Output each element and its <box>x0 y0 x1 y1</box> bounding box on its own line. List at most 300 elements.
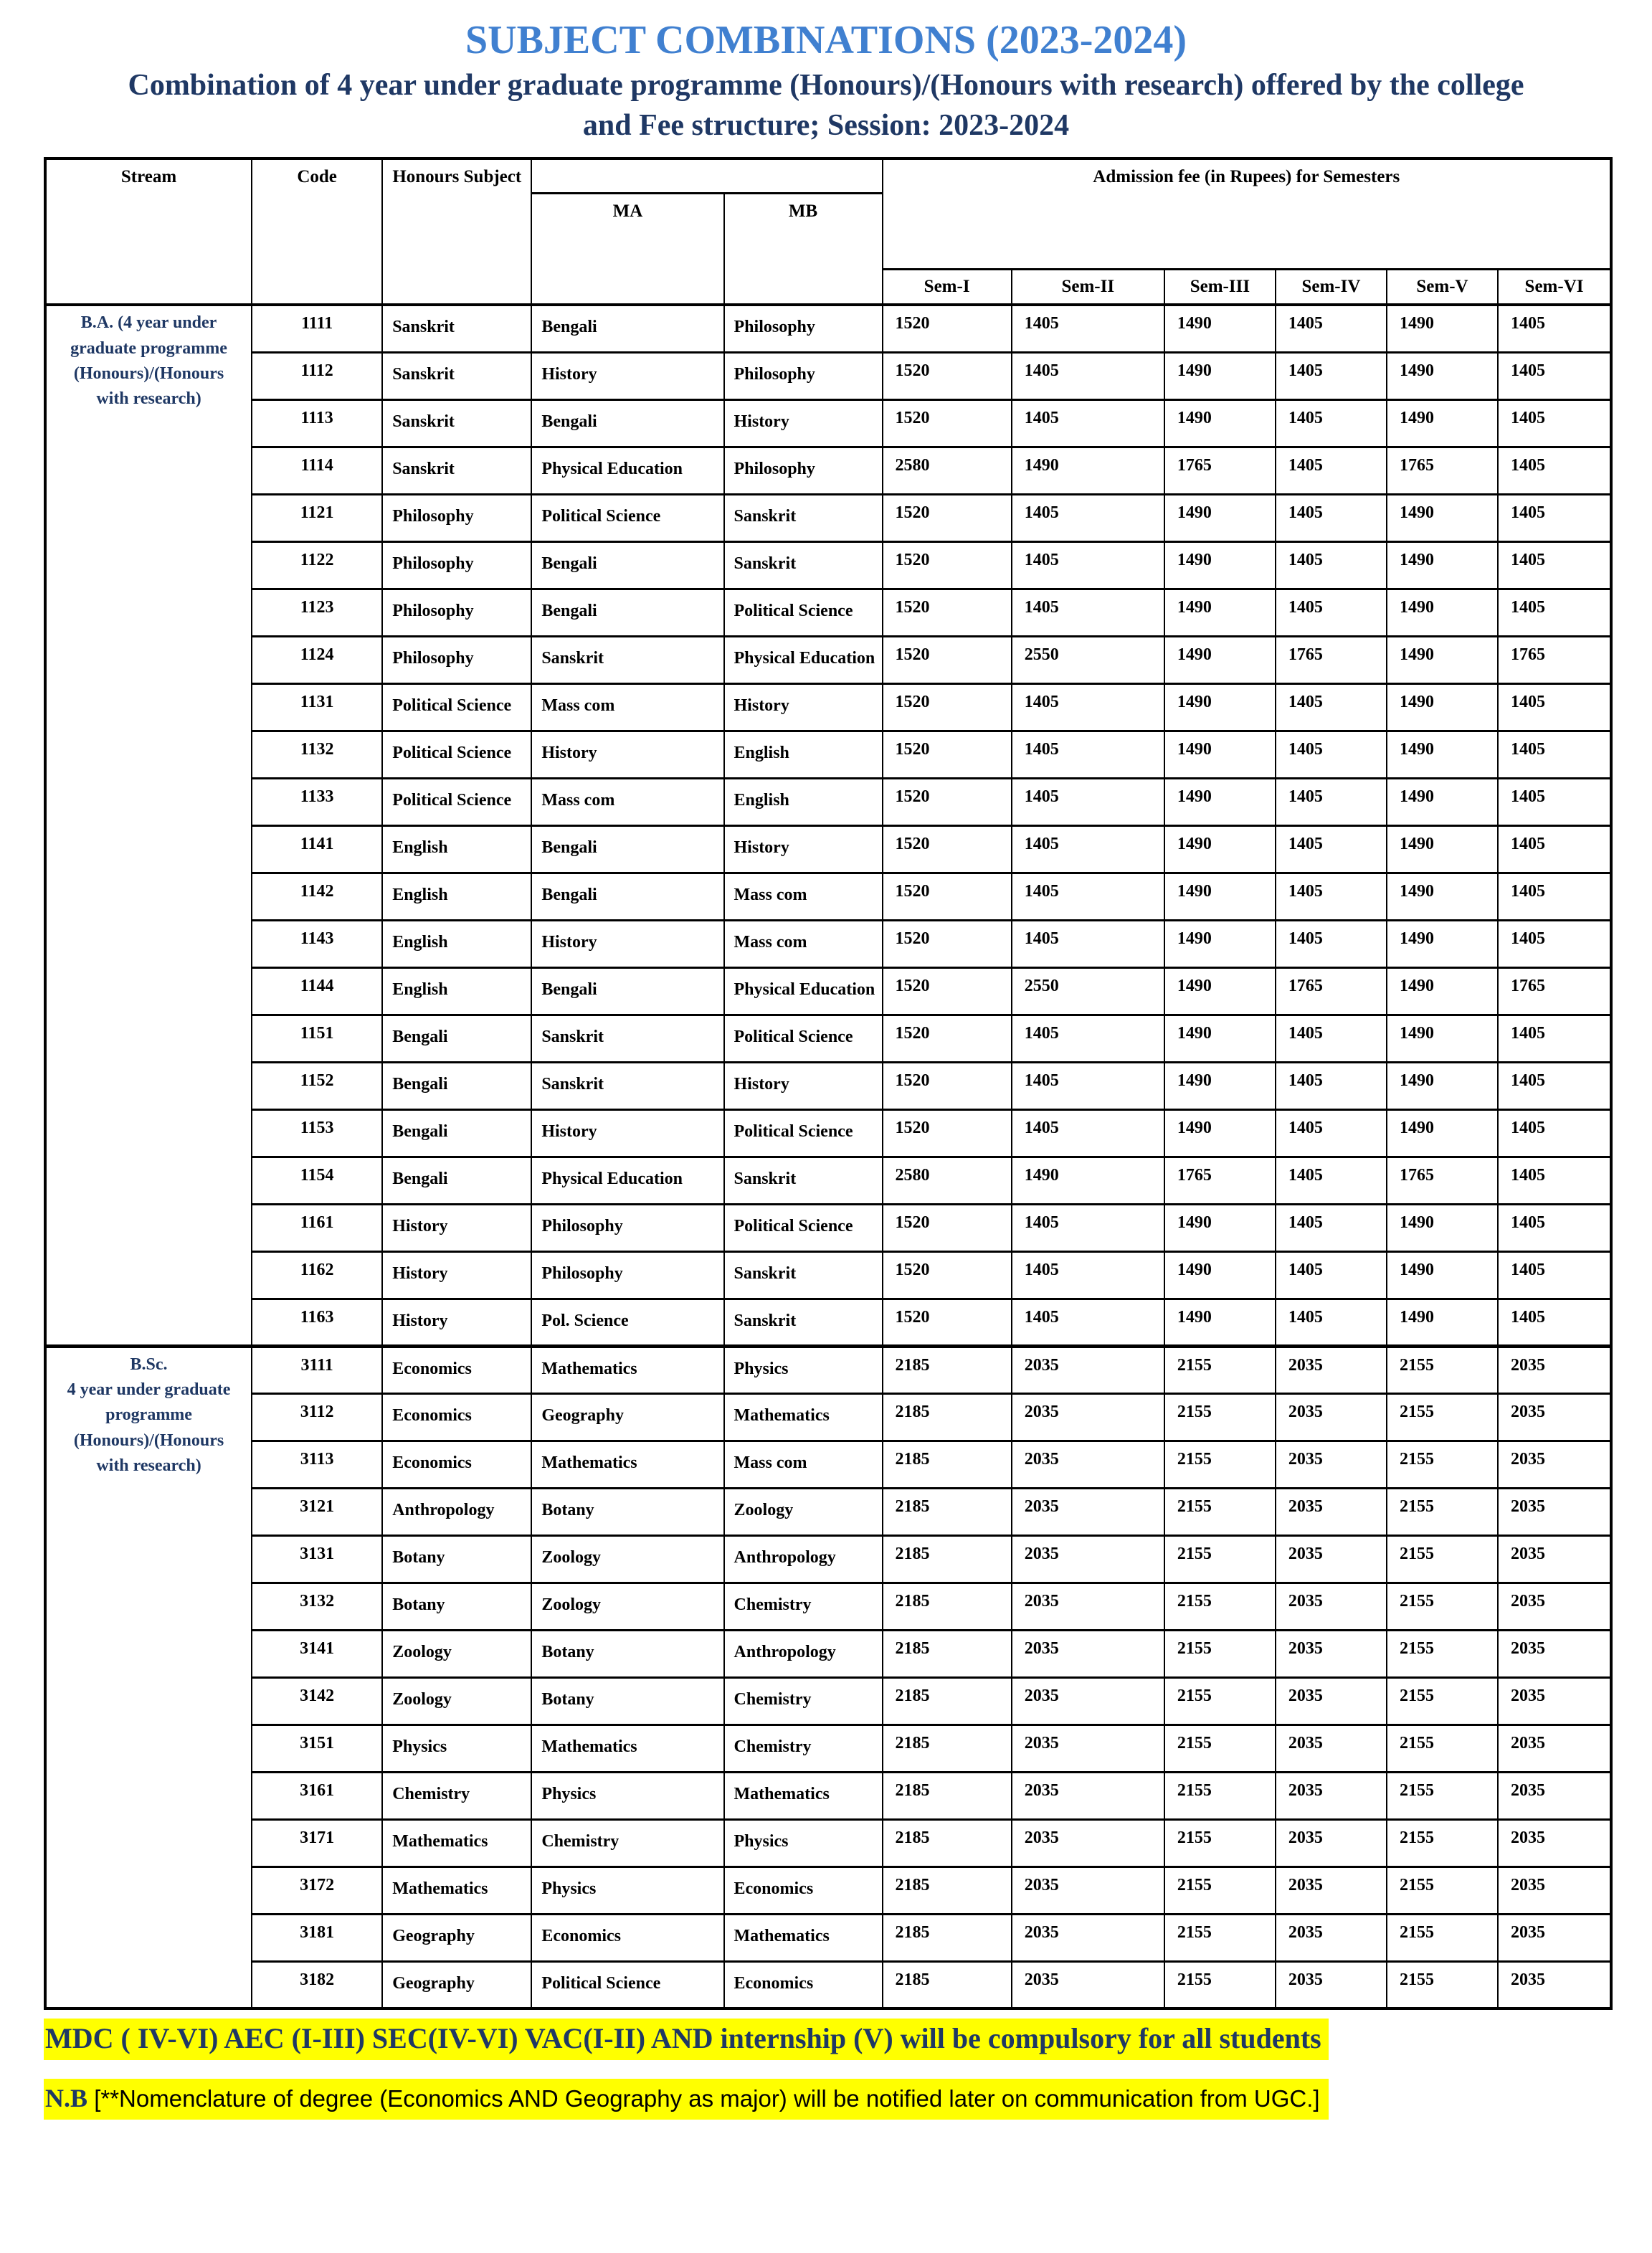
cell-honours-subject: Political Science <box>382 731 531 778</box>
stream-cell <box>45 1346 252 2008</box>
cell-fee-sem3: 1490 <box>1164 1015 1276 1062</box>
cell-fee-sem1: 1520 <box>883 920 1012 967</box>
cell-fee-sem2: 2550 <box>1012 967 1164 1015</box>
cell-fee-sem5: 1490 <box>1387 305 1498 352</box>
cell-fee-sem3: 2155 <box>1164 1772 1276 1819</box>
cell-mb-subject: Political Science <box>724 589 883 636</box>
cell-mb-subject: Mass com <box>724 873 883 920</box>
cell-ma-subject: Bengali <box>531 399 723 447</box>
cell-ma-subject: Botany <box>531 1677 723 1725</box>
cell-fee-sem5: 2155 <box>1387 1441 1498 1488</box>
cell-fee-sem3: 1490 <box>1164 1251 1276 1299</box>
cell-honours-subject: Bengali <box>382 1062 531 1109</box>
cell-code: 1112 <box>252 352 382 399</box>
cell-fee-sem4: 1405 <box>1276 399 1387 447</box>
table-row <box>45 1630 1611 1677</box>
table-row <box>45 731 1611 778</box>
cell-code: 3172 <box>252 1867 382 1914</box>
cell-honours-subject: History <box>382 1251 531 1299</box>
cell-fee-sem6: 2035 <box>1498 1393 1611 1441</box>
cell-fee-sem4: 2035 <box>1276 1867 1387 1914</box>
cell-fee-sem6: 2035 <box>1498 1583 1611 1630</box>
cell-honours-subject: English <box>382 825 531 873</box>
col-header-mb: MB <box>724 193 883 305</box>
cell-code: 3141 <box>252 1630 382 1677</box>
cell-fee-sem2: 1405 <box>1012 1015 1164 1062</box>
cell-fee-sem2: 2035 <box>1012 1677 1164 1725</box>
cell-fee-sem5: 1490 <box>1387 920 1498 967</box>
cell-fee-sem3: 2155 <box>1164 1961 1276 2008</box>
table-row <box>45 683 1611 731</box>
table-row <box>45 778 1611 825</box>
cell-code: 1141 <box>252 825 382 873</box>
cell-fee-sem6: 2035 <box>1498 1630 1611 1677</box>
cell-fee-sem2: 1405 <box>1012 873 1164 920</box>
cell-fee-sem4: 1405 <box>1276 683 1387 731</box>
note-nb-highlight <box>44 2079 1329 2120</box>
cell-fee-sem3: 1490 <box>1164 1299 1276 1346</box>
cell-fee-sem1: 1520 <box>883 1109 1012 1157</box>
cell-code: 3182 <box>252 1961 382 2008</box>
cell-fee-sem6: 1405 <box>1498 589 1611 636</box>
table-row <box>45 1914 1611 1961</box>
col-header-honours-subject: Honours Subject <box>382 158 531 305</box>
table-row <box>45 825 1611 873</box>
cell-fee-sem6: 1405 <box>1498 825 1611 873</box>
cell-fee-sem3: 2155 <box>1164 1630 1276 1677</box>
cell-fee-sem6: 1405 <box>1498 399 1611 447</box>
table-row <box>45 636 1611 683</box>
cell-fee-sem5: 1490 <box>1387 399 1498 447</box>
cell-code: 3132 <box>252 1583 382 1630</box>
table-row <box>45 1157 1611 1204</box>
table-row <box>45 352 1611 399</box>
cell-ma-subject: Bengali <box>531 825 723 873</box>
cell-honours-subject: Sanskrit <box>382 352 531 399</box>
cell-fee-sem5: 1490 <box>1387 636 1498 683</box>
cell-honours-subject: Bengali <box>382 1015 531 1062</box>
cell-fee-sem2: 1405 <box>1012 1299 1164 1346</box>
cell-fee-sem4: 1405 <box>1276 352 1387 399</box>
cell-fee-sem2: 2035 <box>1012 1867 1164 1914</box>
cell-fee-sem2: 2035 <box>1012 1535 1164 1583</box>
cell-fee-sem3: 1765 <box>1164 447 1276 494</box>
cell-fee-sem1: 1520 <box>883 494 1012 541</box>
page-title: SUBJECT COMBINATIONS (2023-2024) <box>465 18 1187 62</box>
cell-fee-sem5: 1490 <box>1387 967 1498 1015</box>
cell-fee-sem5: 1490 <box>1387 683 1498 731</box>
cell-code: 1113 <box>252 399 382 447</box>
cell-fee-sem3: 2155 <box>1164 1535 1276 1583</box>
cell-fee-sem3: 1490 <box>1164 636 1276 683</box>
cell-honours-subject: Sanskrit <box>382 305 531 352</box>
cell-mb-subject: Philosophy <box>724 352 883 399</box>
cell-fee-sem6: 1405 <box>1498 541 1611 589</box>
cell-fee-sem2: 1405 <box>1012 399 1164 447</box>
cell-fee-sem4: 1405 <box>1276 589 1387 636</box>
cell-fee-sem4: 1405 <box>1276 305 1387 352</box>
cell-fee-sem5: 1490 <box>1387 825 1498 873</box>
cell-fee-sem3: 1490 <box>1164 778 1276 825</box>
cell-honours-subject: English <box>382 873 531 920</box>
cell-fee-sem5: 2155 <box>1387 1867 1498 1914</box>
stream-cell: B.A. (4 year under graduate programme (Honours)/(Honours with research) <box>45 305 252 1346</box>
cell-ma-subject: Sanskrit <box>531 1015 723 1062</box>
table-row <box>45 589 1611 636</box>
cell-honours-subject: Mathematics <box>382 1819 531 1867</box>
cell-fee-sem5: 1765 <box>1387 1157 1498 1204</box>
cell-fee-sem4: 1405 <box>1276 1062 1387 1109</box>
cell-honours-subject: Geography <box>382 1961 531 2008</box>
cell-mb-subject: Philosophy <box>724 305 883 352</box>
cell-fee-sem2: 2035 <box>1012 1725 1164 1772</box>
cell-code: 3151 <box>252 1725 382 1772</box>
cell-ma-subject: Sanskrit <box>531 636 723 683</box>
stream-label-line1: B.Sc. <box>130 1355 168 1374</box>
cell-mb-subject: History <box>724 1062 883 1109</box>
cell-honours-subject: Sanskrit <box>382 399 531 447</box>
cell-fee-sem1: 2580 <box>883 1157 1012 1204</box>
cell-honours-subject: English <box>382 920 531 967</box>
cell-fee-sem2: 1405 <box>1012 1062 1164 1109</box>
cell-fee-sem1: 1520 <box>883 589 1012 636</box>
cell-fee-sem5: 2155 <box>1387 1772 1498 1819</box>
cell-mb-subject: English <box>724 778 883 825</box>
cell-fee-sem2: 2035 <box>1012 1630 1164 1677</box>
cell-fee-sem6: 1405 <box>1498 873 1611 920</box>
cell-fee-sem1: 2580 <box>883 447 1012 494</box>
cell-fee-sem3: 2155 <box>1164 1441 1276 1488</box>
cell-fee-sem6: 1405 <box>1498 1015 1611 1062</box>
cell-fee-sem4: 1765 <box>1276 967 1387 1015</box>
cell-fee-sem2: 1405 <box>1012 683 1164 731</box>
cell-fee-sem2: 1405 <box>1012 352 1164 399</box>
cell-fee-sem6: 2035 <box>1498 1819 1611 1867</box>
cell-honours-subject: Botany <box>382 1583 531 1630</box>
cell-fee-sem2: 1405 <box>1012 825 1164 873</box>
cell-fee-sem2: 1405 <box>1012 778 1164 825</box>
cell-ma-subject: Philosophy <box>531 1204 723 1251</box>
table-row <box>45 1015 1611 1062</box>
cell-fee-sem4: 1405 <box>1276 873 1387 920</box>
cell-fee-sem3: 1490 <box>1164 683 1276 731</box>
cell-fee-sem4: 1405 <box>1276 731 1387 778</box>
table-row <box>45 305 1611 352</box>
cell-code: 1153 <box>252 1109 382 1157</box>
cell-ma-subject: Botany <box>531 1488 723 1535</box>
cell-code: 3121 <box>252 1488 382 1535</box>
cell-fee-sem3: 1490 <box>1164 873 1276 920</box>
cell-fee-sem2: 2035 <box>1012 1441 1164 1488</box>
cell-mb-subject: History <box>724 825 883 873</box>
cell-honours-subject: Philosophy <box>382 636 531 683</box>
cell-mb-subject: Sanskrit <box>724 541 883 589</box>
cell-code: 1123 <box>252 589 382 636</box>
cell-code: 3161 <box>252 1772 382 1819</box>
table-row <box>45 1441 1611 1488</box>
cell-ma-subject: Physical Education <box>531 1157 723 1204</box>
cell-ma-subject: Sanskrit <box>531 1062 723 1109</box>
cell-code: 1142 <box>252 873 382 920</box>
cell-fee-sem1: 1520 <box>883 399 1012 447</box>
table-row <box>45 1867 1611 1914</box>
cell-fee-sem5: 1490 <box>1387 1299 1498 1346</box>
cell-fee-sem4: 1405 <box>1276 1157 1387 1204</box>
cell-fee-sem6: 1405 <box>1498 778 1611 825</box>
cell-fee-sem6: 1405 <box>1498 494 1611 541</box>
cell-fee-sem5: 1490 <box>1387 1204 1498 1251</box>
cell-honours-subject: Political Science <box>382 778 531 825</box>
cell-mb-subject: Mathematics <box>724 1914 883 1961</box>
cell-fee-sem6: 2035 <box>1498 1725 1611 1772</box>
table-row <box>45 1961 1611 2008</box>
cell-fee-sem6: 1405 <box>1498 1251 1611 1299</box>
cell-code: 1111 <box>252 305 382 352</box>
cell-code: 3131 <box>252 1535 382 1583</box>
cell-honours-subject: Bengali <box>382 1157 531 1204</box>
cell-code: 3113 <box>252 1441 382 1488</box>
cell-mb-subject: Mass com <box>724 920 883 967</box>
cell-fee-sem1: 1520 <box>883 873 1012 920</box>
cell-fee-sem2: 2035 <box>1012 1488 1164 1535</box>
cell-mb-subject: Sanskrit <box>724 1157 883 1204</box>
cell-fee-sem1: 2185 <box>883 1677 1012 1725</box>
cell-fee-sem3: 1490 <box>1164 1109 1276 1157</box>
cell-fee-sem1: 2185 <box>883 1583 1012 1630</box>
cell-fee-sem6: 2035 <box>1498 1677 1611 1725</box>
cell-mb-subject: Zoology <box>724 1488 883 1535</box>
cell-fee-sem6: 1405 <box>1498 305 1611 352</box>
cell-fee-sem2: 1405 <box>1012 1251 1164 1299</box>
cell-mb-subject: History <box>724 399 883 447</box>
cell-fee-sem2: 1405 <box>1012 541 1164 589</box>
cell-fee-sem3: 1490 <box>1164 305 1276 352</box>
cell-mb-subject: Economics <box>724 1867 883 1914</box>
note-nb-text: [**Nomenclature of degree (Economics AND Geography as major) will be notified later on communication from UGC.] <box>94 2085 1320 2112</box>
cell-ma-subject: History <box>531 1109 723 1157</box>
cell-code: 1162 <box>252 1251 382 1299</box>
cell-fee-sem1: 1520 <box>883 683 1012 731</box>
table-header <box>45 158 1611 305</box>
cell-fee-sem2: 1490 <box>1012 1157 1164 1204</box>
cell-fee-sem1: 2185 <box>883 1867 1012 1914</box>
cell-fee-sem2: 2035 <box>1012 1819 1164 1867</box>
note-mdc-text: MDC ( IV-VI) AEC (I-III) SEC(IV-VI) VAC(I-II) AND internship (V) will be compulsory for all students <box>44 2019 1329 2060</box>
cell-fee-sem3: 1765 <box>1164 1157 1276 1204</box>
cell-fee-sem4: 2035 <box>1276 1535 1387 1583</box>
cell-fee-sem3: 1490 <box>1164 589 1276 636</box>
cell-code: 1152 <box>252 1062 382 1109</box>
cell-fee-sem1: 1520 <box>883 778 1012 825</box>
cell-fee-sem2: 2035 <box>1012 1583 1164 1630</box>
cell-fee-sem2: 1405 <box>1012 589 1164 636</box>
cell-fee-sem3: 1490 <box>1164 1204 1276 1251</box>
cell-ma-subject: Mass com <box>531 778 723 825</box>
cell-code: 3112 <box>252 1393 382 1441</box>
note-nb <box>44 2079 1652 2120</box>
cell-fee-sem2: 2035 <box>1012 1393 1164 1441</box>
cell-fee-sem5: 2155 <box>1387 1535 1498 1583</box>
cell-fee-sem1: 1520 <box>883 1251 1012 1299</box>
cell-fee-sem6: 2035 <box>1498 1346 1611 1393</box>
cell-code: 1122 <box>252 541 382 589</box>
cell-fee-sem2: 2035 <box>1012 1772 1164 1819</box>
cell-fee-sem5: 2155 <box>1387 1583 1498 1630</box>
cell-fee-sem4: 2035 <box>1276 1441 1387 1488</box>
cell-fee-sem1: 2185 <box>883 1819 1012 1867</box>
cell-mb-subject: Sanskrit <box>724 1251 883 1299</box>
cell-fee-sem6: 2035 <box>1498 1961 1611 2008</box>
cell-fee-sem3: 2155 <box>1164 1819 1276 1867</box>
cell-fee-sem3: 2155 <box>1164 1346 1276 1393</box>
cell-fee-sem4: 1405 <box>1276 920 1387 967</box>
cell-ma-subject: Zoology <box>531 1535 723 1583</box>
cell-fee-sem4: 1405 <box>1276 778 1387 825</box>
cell-fee-sem6: 1405 <box>1498 447 1611 494</box>
cell-fee-sem1: 1520 <box>883 1015 1012 1062</box>
table-row <box>45 399 1611 447</box>
cell-code: 1163 <box>252 1299 382 1346</box>
cell-fee-sem4: 2035 <box>1276 1630 1387 1677</box>
cell-fee-sem1: 2185 <box>883 1961 1012 2008</box>
cell-mb-subject: Political Science <box>724 1204 883 1251</box>
cell-honours-subject: History <box>382 1299 531 1346</box>
cell-ma-subject: Philosophy <box>531 1251 723 1299</box>
header-row-1 <box>45 158 1611 193</box>
cell-fee-sem4: 2035 <box>1276 1914 1387 1961</box>
cell-fee-sem4: 1765 <box>1276 636 1387 683</box>
table-row <box>45 1819 1611 1867</box>
table-row <box>45 541 1611 589</box>
cell-ma-subject: Geography <box>531 1393 723 1441</box>
table-row <box>45 967 1611 1015</box>
cell-ma-subject: Mathematics <box>531 1725 723 1772</box>
cell-code: 3142 <box>252 1677 382 1725</box>
cell-fee-sem6: 2035 <box>1498 1488 1611 1535</box>
cell-fee-sem5: 1490 <box>1387 731 1498 778</box>
cell-mb-subject: Physical Education <box>724 636 883 683</box>
cell-mb-subject: Political Science <box>724 1015 883 1062</box>
cell-fee-sem3: 1490 <box>1164 967 1276 1015</box>
cell-fee-sem1: 1520 <box>883 1299 1012 1346</box>
cell-code: 1124 <box>252 636 382 683</box>
cell-fee-sem4: 2035 <box>1276 1346 1387 1393</box>
cell-fee-sem5: 1490 <box>1387 873 1498 920</box>
cell-code: 1151 <box>252 1015 382 1062</box>
cell-fee-sem5: 2155 <box>1387 1725 1498 1772</box>
cell-fee-sem5: 1490 <box>1387 1251 1498 1299</box>
cell-fee-sem2: 1405 <box>1012 1204 1164 1251</box>
cell-ma-subject: History <box>531 352 723 399</box>
table-row <box>45 873 1611 920</box>
cell-fee-sem1: 2185 <box>883 1393 1012 1441</box>
cell-honours-subject: Economics <box>382 1441 531 1488</box>
cell-mb-subject: Chemistry <box>724 1583 883 1630</box>
cell-fee-sem1: 1520 <box>883 352 1012 399</box>
col-header-code: Code <box>252 158 382 305</box>
cell-mb-subject: Physics <box>724 1819 883 1867</box>
cell-code: 3181 <box>252 1914 382 1961</box>
cell-mb-subject: Mathematics <box>724 1393 883 1441</box>
cell-fee-sem5: 2155 <box>1387 1961 1498 2008</box>
cell-mb-subject: Physical Education <box>724 967 883 1015</box>
cell-fee-sem3: 2155 <box>1164 1725 1276 1772</box>
table-row <box>45 1062 1611 1109</box>
cell-code: 1132 <box>252 731 382 778</box>
cell-fee-sem2: 1405 <box>1012 305 1164 352</box>
cell-fee-sem4: 1405 <box>1276 447 1387 494</box>
cell-mb-subject: Sanskrit <box>724 494 883 541</box>
cell-ma-subject: Bengali <box>531 305 723 352</box>
col-header-sem1: Sem-I <box>883 269 1012 305</box>
cell-fee-sem1: 1520 <box>883 305 1012 352</box>
cell-mb-subject: Political Science <box>724 1109 883 1157</box>
cell-honours-subject: Philosophy <box>382 541 531 589</box>
cell-fee-sem1: 1520 <box>883 636 1012 683</box>
cell-honours-subject: English <box>382 967 531 1015</box>
col-header-sem6: Sem-VI <box>1498 269 1611 305</box>
subject-combinations-table <box>44 157 1613 2010</box>
cell-fee-sem5: 1765 <box>1387 447 1498 494</box>
cell-fee-sem6: 2035 <box>1498 1772 1611 1819</box>
cell-fee-sem5: 1490 <box>1387 494 1498 541</box>
cell-fee-sem4: 1405 <box>1276 1299 1387 1346</box>
page-subtitle-line2: and Fee structure; Session: 2023-2024 <box>582 108 1070 142</box>
cell-fee-sem3: 1490 <box>1164 825 1276 873</box>
cell-fee-sem4: 2035 <box>1276 1677 1387 1725</box>
cell-fee-sem4: 1405 <box>1276 1109 1387 1157</box>
cell-honours-subject: Sanskrit <box>382 447 531 494</box>
col-header-sem4: Sem-IV <box>1276 269 1387 305</box>
cell-fee-sem2: 1490 <box>1012 447 1164 494</box>
cell-fee-sem3: 2155 <box>1164 1867 1276 1914</box>
cell-ma-subject: Zoology <box>531 1583 723 1630</box>
cell-mb-subject: Anthropology <box>724 1535 883 1583</box>
cell-fee-sem3: 2155 <box>1164 1488 1276 1535</box>
cell-honours-subject: Philosophy <box>382 494 531 541</box>
cell-code: 3171 <box>252 1819 382 1867</box>
cell-honours-subject: Anthropology <box>382 1488 531 1535</box>
cell-fee-sem2: 2035 <box>1012 1346 1164 1393</box>
cell-fee-sem2: 1405 <box>1012 920 1164 967</box>
cell-ma-subject: Bengali <box>531 967 723 1015</box>
cell-ma-subject: Mass com <box>531 683 723 731</box>
cell-fee-sem1: 1520 <box>883 825 1012 873</box>
ma-mb-group-header <box>531 158 882 193</box>
table-row <box>45 1251 1611 1299</box>
cell-fee-sem6: 2035 <box>1498 1867 1611 1914</box>
cell-ma-subject: Bengali <box>531 589 723 636</box>
col-header-ma: MA <box>531 193 723 305</box>
cell-code: 1121 <box>252 494 382 541</box>
cell-fee-sem3: 1490 <box>1164 494 1276 541</box>
cell-fee-sem5: 1490 <box>1387 352 1498 399</box>
cell-fee-sem6: 1765 <box>1498 636 1611 683</box>
table-row <box>45 1583 1611 1630</box>
cell-ma-subject: Physics <box>531 1772 723 1819</box>
cell-fee-sem1: 2185 <box>883 1441 1012 1488</box>
cell-mb-subject: Philosophy <box>724 447 883 494</box>
cell-ma-subject: Political Science <box>531 1961 723 2008</box>
cell-code: 1154 <box>252 1157 382 1204</box>
cell-honours-subject: Chemistry <box>382 1772 531 1819</box>
table-row <box>45 1204 1611 1251</box>
table-row <box>45 1346 1611 1393</box>
cell-fee-sem1: 2185 <box>883 1535 1012 1583</box>
cell-honours-subject: Geography <box>382 1914 531 1961</box>
cell-ma-subject: Mathematics <box>531 1346 723 1393</box>
cell-honours-subject: Bengali <box>382 1109 531 1157</box>
